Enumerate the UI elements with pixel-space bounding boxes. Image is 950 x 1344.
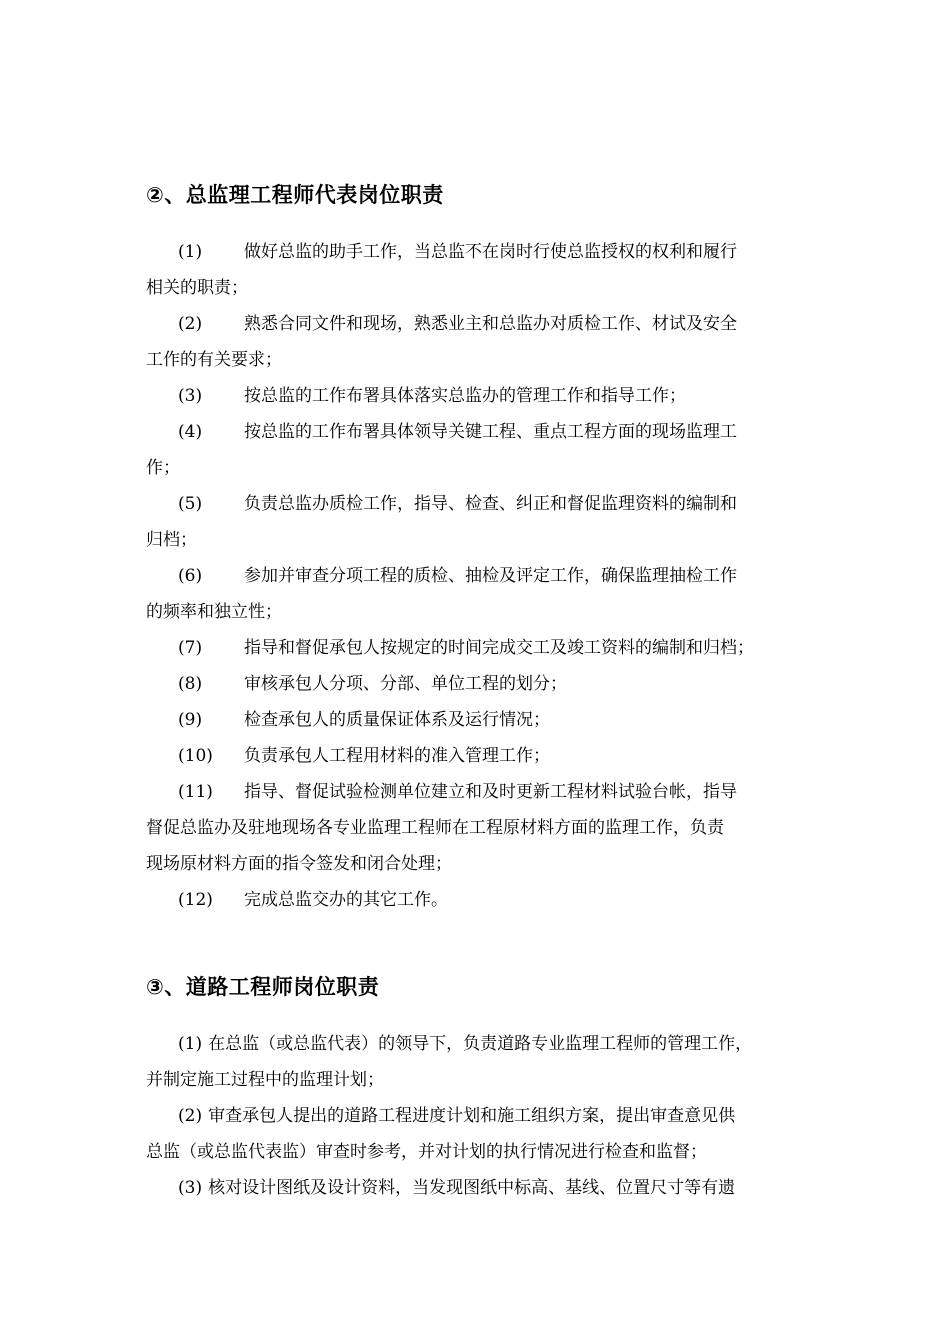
duty-item-continuation: 现场原材料方面的指令签发和闭合处理；	[146, 854, 452, 874]
duty-item-text: 在总监（或总监代表）的领导下，负责道路专业监理工程师的管理工作，	[208, 1034, 753, 1054]
duty-item	[146, 378, 810, 414]
duty-item-text: 指导、督促试验检测单位建立和及时更新工程材料试验台帐，指导	[244, 782, 737, 802]
duty-item-first-line	[146, 558, 810, 594]
duty-item	[146, 1170, 810, 1206]
duty-item-number: (9)	[178, 710, 203, 730]
duty-item-first-line	[146, 1170, 810, 1206]
duty-item-continuation: 的频率和独立性；	[146, 602, 282, 622]
duty-item-continuation: 督促总监办及驻地现场各专业监理工程师在工程原材料方面的监理工作，负责	[146, 818, 724, 838]
duty-list	[146, 234, 810, 918]
duty-item-text: 按总监的工作布署具体落实总监办的管理工作和指导工作；	[244, 386, 686, 406]
duty-item	[146, 306, 810, 378]
section-road-engineer-duties	[146, 970, 810, 1206]
duty-item-continuation: 归档；	[146, 530, 197, 550]
duty-item-text: 做好总监的助手工作，当总监不在岗时行使总监授权的权利和履行	[244, 242, 737, 262]
section-heading: ②、总监理工程师代表岗位职责	[146, 183, 444, 207]
duty-item-first-line	[146, 414, 810, 450]
duty-item-text: 核对设计图纸及设计资料，当发现图纸中标高、基线、位置尺寸等有遗	[208, 1178, 736, 1198]
duty-item-first-line	[146, 738, 810, 774]
duty-item	[146, 486, 810, 558]
duty-item-number: (1)	[178, 242, 203, 262]
duty-item	[146, 702, 810, 738]
duty-item-text: 负责总监办质检工作，指导、检查、纠正和督促监理资料的编制和	[244, 494, 737, 514]
duty-item	[146, 234, 810, 306]
duty-item-first-line	[146, 1098, 810, 1134]
duty-item-continuation: 作；	[146, 458, 180, 478]
duty-item	[146, 738, 810, 774]
duty-item-number: (10)	[178, 746, 213, 766]
duty-item-number: (5)	[178, 494, 203, 514]
duty-item-continuation: 工作的有关要求；	[146, 350, 282, 370]
duty-item-text: 负责承包人工程用材料的准入管理工作；	[244, 746, 550, 766]
duty-item-continuation: 并制定施工过程中的监理计划；	[146, 1070, 384, 1090]
duty-item	[146, 666, 810, 702]
duty-item-text: 审查承包人提出的道路工程进度计划和施工组织方案，提出审查意见供	[208, 1106, 736, 1126]
duty-item	[146, 558, 810, 630]
duty-item-first-line	[146, 234, 810, 270]
duty-item-number: (4)	[178, 422, 203, 442]
duty-item-number: (2)	[178, 314, 203, 334]
duty-item-number: (2)	[178, 1106, 203, 1126]
duty-item-number: (12)	[178, 890, 213, 910]
duty-item	[146, 1098, 810, 1170]
duty-item-first-line	[146, 1026, 810, 1062]
duty-item	[146, 1026, 810, 1098]
duty-item-first-line	[146, 774, 810, 810]
duty-item-first-line	[146, 630, 810, 666]
duty-item-number: (3)	[178, 1178, 203, 1198]
duty-item	[146, 630, 810, 666]
duty-item-text: 审核承包人分项、分部、单位工程的划分；	[244, 674, 567, 694]
duty-item-text: 完成总监交办的其它工作。	[244, 890, 448, 910]
duty-item-continuation: 相关的职责；	[146, 278, 248, 298]
duty-item	[146, 882, 810, 918]
duty-item-number: (6)	[178, 566, 203, 586]
section-heading: ③、道路工程师岗位职责	[146, 975, 380, 999]
duty-item-text: 检查承包人的质量保证体系及运行情况；	[244, 710, 550, 730]
section-deputy-chief-engineer-duties	[146, 178, 810, 918]
duty-item	[146, 774, 810, 882]
duty-item-first-line	[146, 702, 810, 738]
duty-item-first-line	[146, 882, 810, 918]
duty-item-first-line	[146, 306, 810, 342]
duty-item-text: 指导和督促承包人按规定的时间完成交工及竣工资料的编制和归档；	[244, 638, 754, 658]
duty-item-number: (3)	[178, 386, 203, 406]
duty-item-continuation: 总监（或总监代表监）审查时参考，并对计划的执行情况进行检查和监督；	[146, 1142, 707, 1162]
duty-item-first-line	[146, 666, 810, 702]
duty-item-number: (8)	[178, 674, 203, 694]
duty-list	[146, 1026, 810, 1206]
duty-item-number: (7)	[178, 638, 203, 658]
duty-item	[146, 414, 810, 486]
duty-item-first-line	[146, 486, 810, 522]
duty-item-number: (1)	[178, 1034, 203, 1054]
duty-item-text: 熟悉合同文件和现场，熟悉业主和总监办对质检工作、材试及安全	[244, 314, 737, 334]
duty-item-number: (11)	[178, 782, 213, 802]
duty-item-text: 参加并审查分项工程的质检、抽检及评定工作，确保监理抽检工作	[244, 566, 737, 586]
duty-item-first-line	[146, 378, 810, 414]
duty-item-text: 按总监的工作布署具体领导关键工程、重点工程方面的现场监理工	[244, 422, 737, 442]
